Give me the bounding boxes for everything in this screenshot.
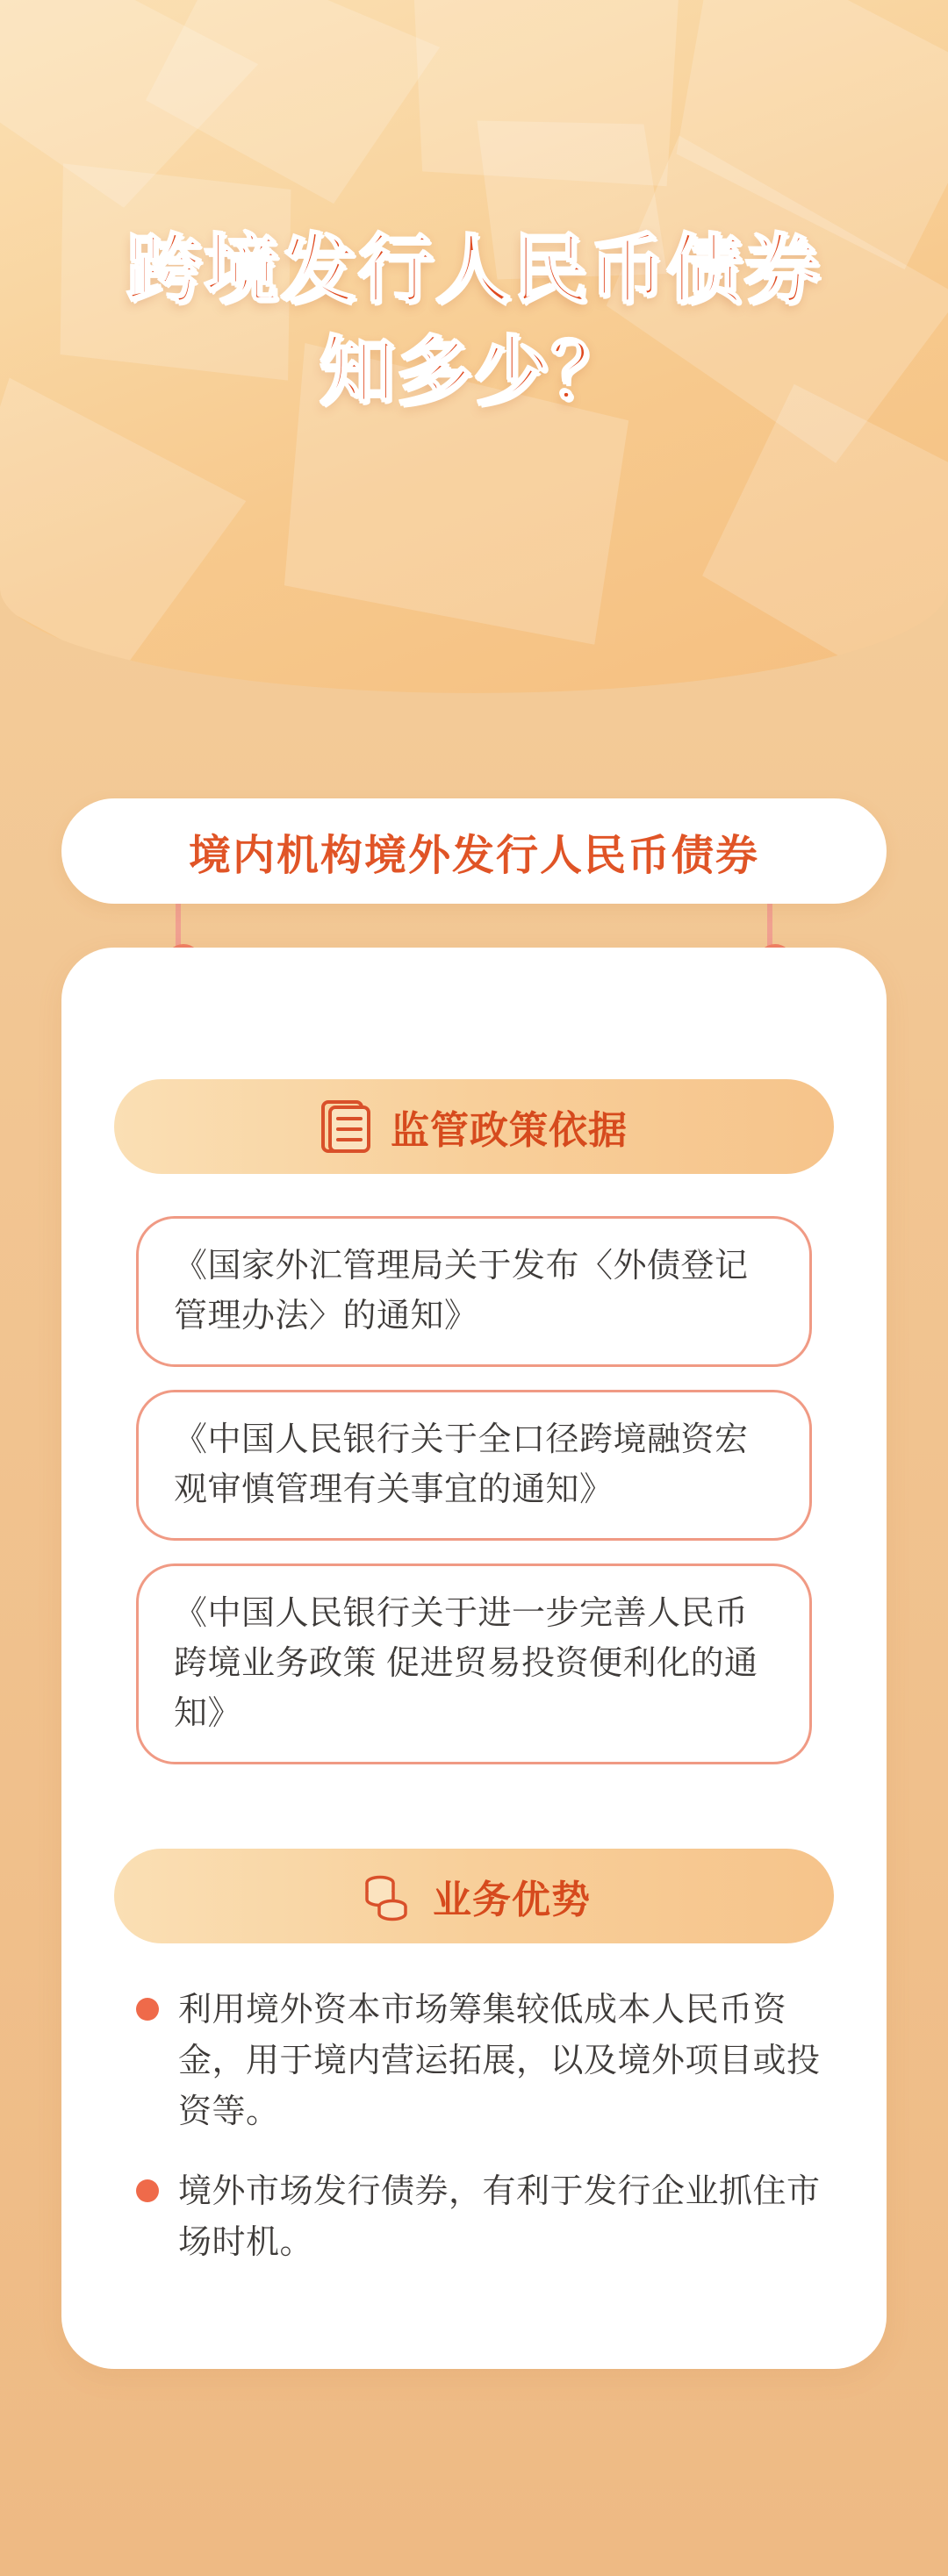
subsection-header-advantages	[114, 1849, 834, 1943]
list-item-text: 利用境外资本市场筹集较低成本人民币资金，用于境内营运拓展，以及境外项目或投资等。	[178, 1992, 821, 2130]
policy-item-text: 《中国人民银行关于进一步完善人民币跨境业务政策 促进贸易投资便利化的通知》	[174, 1595, 758, 1732]
section-header	[61, 798, 887, 904]
policy-item-text: 《中国人民银行关于全口径跨境融资宏观审慎管理有关事宜的通知》	[174, 1421, 749, 1508]
coins-icon	[357, 1868, 413, 1924]
hero-banner	[0, 0, 948, 693]
content-card	[61, 948, 887, 2369]
subsection-title-advantages: 业务优势	[433, 1878, 591, 1921]
bullet-dot-icon	[136, 1998, 159, 2021]
policy-item	[136, 1216, 812, 1367]
title-line-2: 知多少？	[320, 330, 628, 415]
title-line-1: 跨境发行人民币债券	[126, 228, 822, 312]
page-title	[0, 0, 948, 423]
advantage-list	[127, 1986, 821, 2269]
document-list-icon	[320, 1098, 371, 1155]
main-content	[0, 693, 948, 2369]
bullet-dot-icon	[136, 2179, 159, 2202]
list-item-text: 境外市场发行债券，有利于发行企业抓住市场时机。	[178, 2173, 821, 2261]
spacer	[114, 1787, 834, 1849]
policy-item-text: 《国家外汇管理局关于发布〈外债登记管理办法〉的通知》	[174, 1248, 749, 1335]
section-header-label: 境内机构境外发行人民币债券	[188, 832, 759, 879]
policy-item	[136, 1563, 812, 1764]
subsection-header-policy	[114, 1079, 834, 1174]
subsection-title-policy: 监管政策依据	[391, 1109, 628, 1152]
list-item	[136, 1986, 821, 2137]
list-item	[136, 2167, 821, 2269]
policy-item	[136, 1390, 812, 1541]
